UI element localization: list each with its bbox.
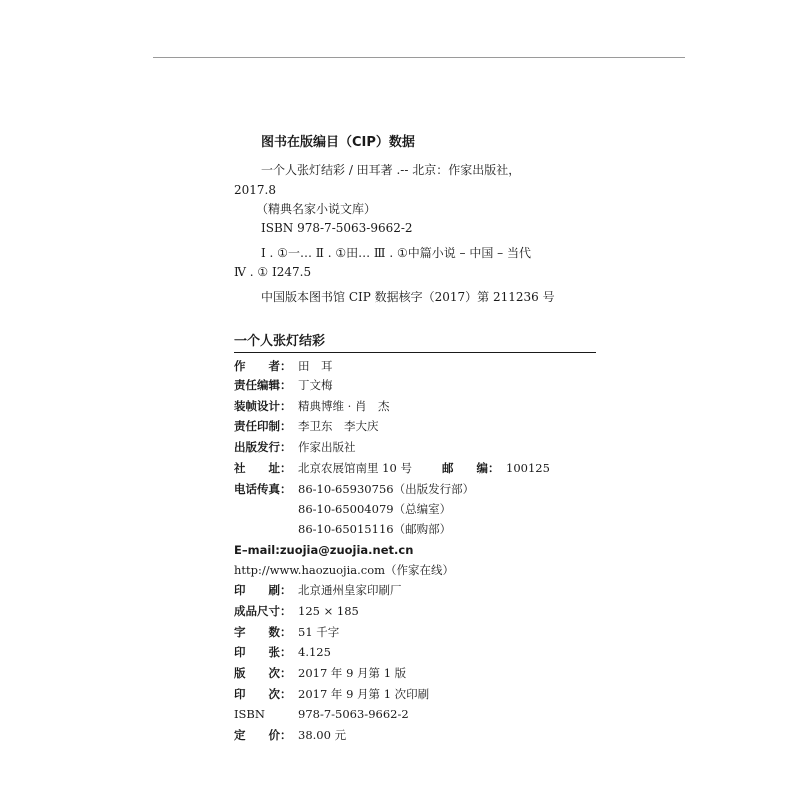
impression-value: 2017 年 9 月第 1 次印刷 bbox=[298, 687, 430, 701]
zip-label: 邮 编： bbox=[442, 461, 500, 475]
design-value: 精典博维 · 肖 杰 bbox=[298, 399, 390, 413]
phone-label: 电话传真： bbox=[234, 482, 292, 496]
impression-label: 印 次： bbox=[234, 687, 292, 701]
phone-number-1: 86-10-65930756（出版发行部） bbox=[298, 482, 475, 496]
cip-line-isbn: ISBN 978-7-5063-9662-2 bbox=[261, 221, 413, 235]
price-label: 定 价： bbox=[234, 728, 292, 742]
author-label: 作 者： bbox=[234, 359, 292, 373]
cip-line-series: （精典名家小说文库） bbox=[256, 202, 377, 216]
book-title: 一个人张灯结彩 bbox=[234, 334, 326, 349]
word-count-value: 51 千字 bbox=[298, 625, 340, 639]
phone-number-2: 86-10-65004079（总编室） bbox=[298, 502, 452, 516]
isbn-label: ISBN bbox=[234, 707, 265, 721]
address-label: 社 址： bbox=[234, 461, 292, 475]
design-label: 装帧设计： bbox=[234, 399, 292, 413]
cip-line-record-number: 中国版本图书馆 CIP 数据核字（2017）第 211236 号 bbox=[261, 290, 555, 304]
printer-value: 北京通州皇家印刷厂 bbox=[298, 583, 402, 597]
cip-heading: 图书在版编目（CIP）数据 bbox=[261, 135, 415, 150]
top-divider bbox=[153, 57, 685, 58]
edition-label: 版 次： bbox=[234, 666, 292, 680]
website-line: http://www.haozuojia.com（作家在线） bbox=[234, 563, 455, 577]
size-value: 125 × 185 bbox=[298, 604, 359, 618]
sheets-value: 4.125 bbox=[298, 645, 331, 659]
print-supervisor-value: 李卫东 李大庆 bbox=[298, 419, 379, 433]
sheets-label: 印 张： bbox=[234, 645, 292, 659]
cip-line-classification: Ⅳ . ① I247.5 bbox=[234, 265, 312, 279]
word-count-label: 字 数： bbox=[234, 625, 292, 639]
edition-value: 2017 年 9 月第 1 版 bbox=[298, 666, 407, 680]
cip-line-title: 一个人张灯结彩 / 田耳著 .-- 北京：作家出版社， bbox=[261, 163, 521, 177]
size-label: 成品尺寸： bbox=[234, 604, 292, 618]
publisher-value: 作家出版社 bbox=[298, 440, 356, 454]
isbn-value: 978-7-5063-9662-2 bbox=[298, 707, 409, 721]
print-supervisor-label: 责任印制： bbox=[234, 419, 292, 433]
email-line: E–mail:zuojia@zuojia.net.cn bbox=[234, 543, 414, 557]
title-divider bbox=[234, 352, 596, 353]
zip-value: 100125 bbox=[506, 461, 550, 475]
price-value: 38.00 元 bbox=[298, 728, 347, 742]
editor-value: 丁文梅 bbox=[298, 378, 333, 392]
author-value: 田 耳 bbox=[298, 359, 333, 373]
phone-number-3: 86-10-65015116（邮购部） bbox=[298, 522, 452, 536]
publisher-label: 出版发行： bbox=[234, 440, 292, 454]
cip-line-date: 2017.8 bbox=[234, 183, 276, 197]
cip-line-subjects: Ⅰ . ①一… Ⅱ . ①田… Ⅲ . ①中篇小说 – 中国 – 当代 bbox=[261, 246, 531, 260]
editor-label: 责任编辑： bbox=[234, 378, 292, 392]
address-value: 北京农展馆南里 10 号 bbox=[298, 461, 412, 475]
printer-label: 印 刷： bbox=[234, 583, 292, 597]
